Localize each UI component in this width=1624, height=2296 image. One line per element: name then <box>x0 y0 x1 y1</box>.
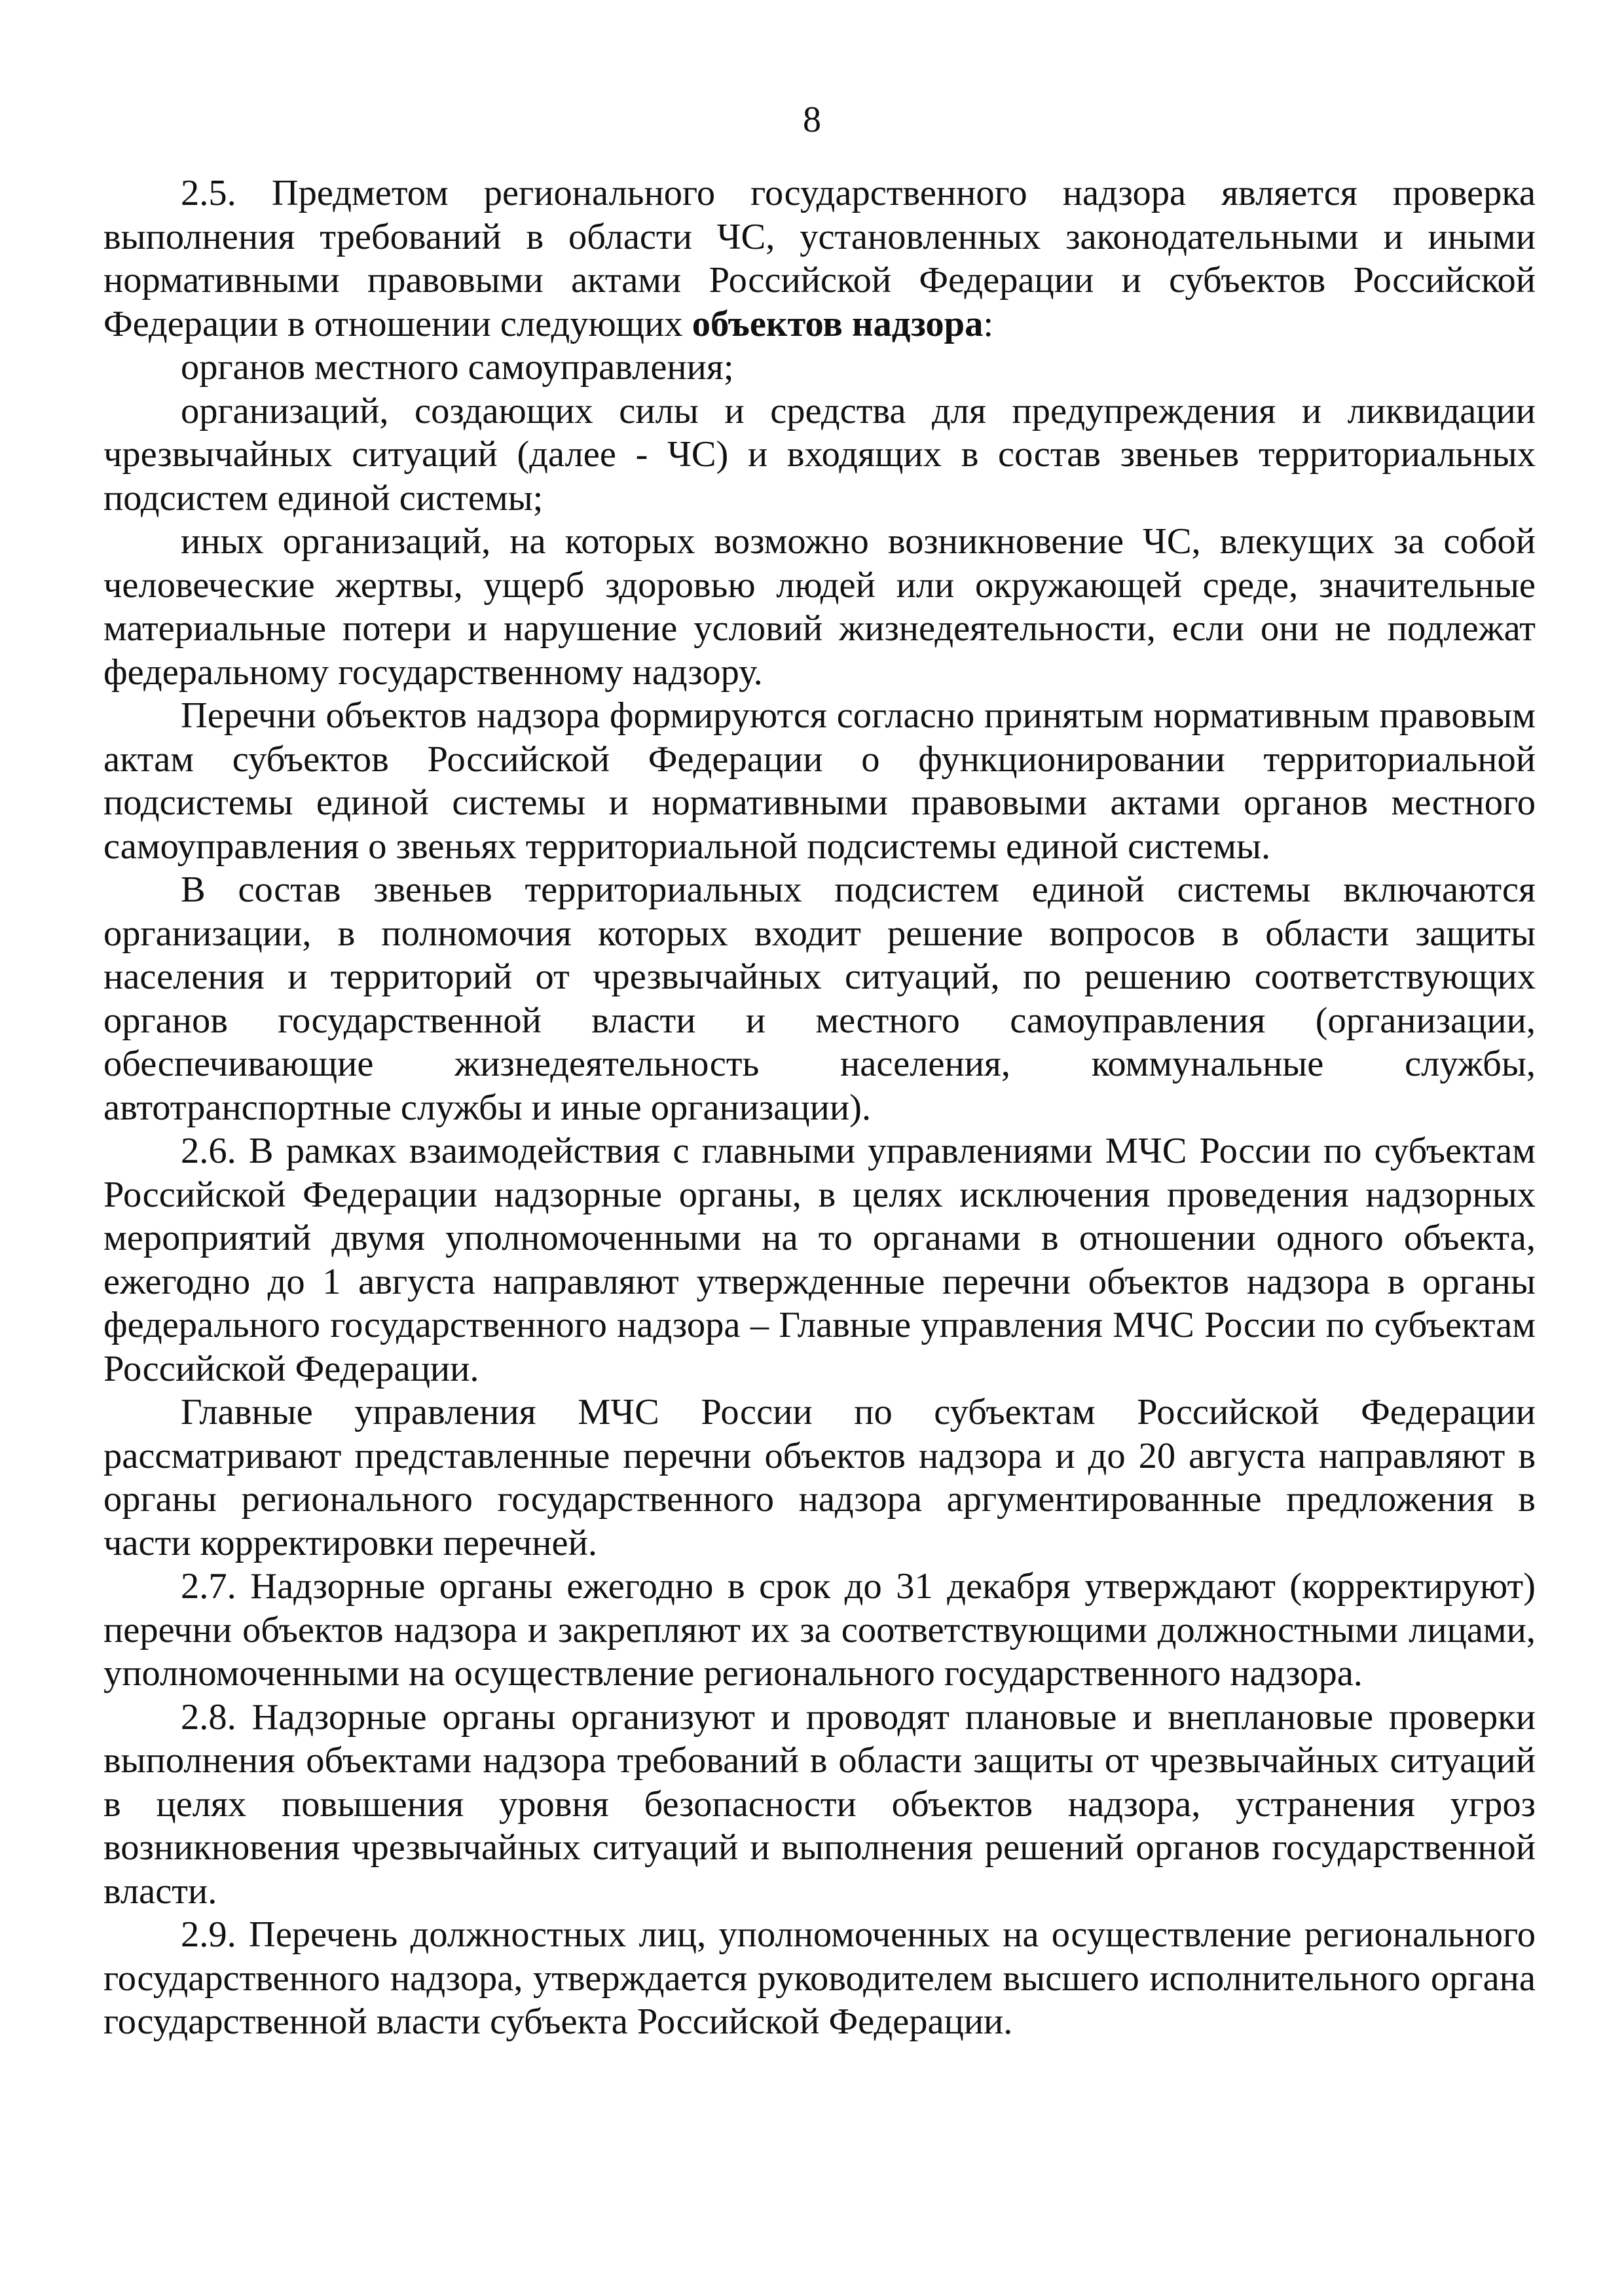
paragraph-2-5-bold-term: объектов надзора <box>692 303 984 344</box>
list-item-organizations-forces: организаций, создающих силы и средства для предупреждения и ликвидации чрезвычайных ситуаций (далее - ЧС) и входящих в состав звеньев территориальных подсистем единой системы; <box>103 390 1536 519</box>
paragraph-2-5-intro-colon: : <box>983 303 994 344</box>
list-item-other-organizations: иных организаций, на которых возможно возникновение ЧС, влекущих за собой человеческие жертвы, ущерб здоровью людей или окружающей среде, значительные материальные потери и нарушение условий жизнедеятельности, если они не подлежат федеральному государственному надзору. <box>103 521 1536 693</box>
paragraph-2-7: 2.7. Надзорные органы ежегодно в срок до 31 декабря утверждают (корректируют) перечни объектов надзора и закрепляют их за соответствующими должностными лицами, уполномоченными на осуществление регионального государственного надзора. <box>103 1566 1536 1694</box>
document-body <box>103 172 1536 2044</box>
paragraph-2-8: 2.8. Надзорные органы организуют и проводят плановые и внеплановые проверки выполнения объектами надзора требований в области защиты от чрезвычайных ситуаций в целях повышения уровня безопасности объектов надзора, устранения угроз возникновения чрезвычайных ситуаций и выполнения решений органов государственной власти. <box>103 1696 1536 1912</box>
page-number: 8 <box>803 100 821 140</box>
list-item-local-government: органов местного самоуправления; <box>181 347 734 388</box>
paragraph-2-5-intro <box>103 172 1536 346</box>
paragraph-2-6: 2.6. В рамках взаимодействия с главными управлениями МЧС России по субъектам Российской Федерации надзорные органы, в целях исключения проведения надзорных мероприятий двумя уполномоченными на то органами в отношении одного объекта, ежегодно до 1 августа направляют утвержденные перечни объектов надзора в органы федерального государственного надзора – Главные управления МЧС России по субъектам Российской Федерации. <box>103 1131 1536 1389</box>
paragraph-2-6-review: Главные управления МЧС России по субъектам Российской Федерации рассматривают представленные перечни объектов надзора и до 20 августа направляют в органы регионального государственного надзора аргументированные предложения в части корректировки перечней. <box>103 1392 1536 1563</box>
paragraph-2-9: 2.9. Перечень должностных лиц, уполномоченных на осуществление регионального государственного надзора, утверждается руководителем высшего исполнительного органа государственной власти субъекта Российской Федерации. <box>103 1914 1536 2042</box>
paragraph-lists-formation: Перечни объектов надзора формируются согласно принятым нормативным правовым актам субъектов Российской Федерации о функционировании территориальной подсистемы единой системы и нормативными правовыми актами органов местного самоуправления о звеньях территориальной подсистемы единой системы. <box>103 695 1536 867</box>
paragraph-2-5-intro-text: 2.5. Предметом регионального государственного надзора является проверка выполнения требований в области ЧС, установленных законодательными и иными нормативными правовыми актами Российской Федерации и субъектов Российской Федерации в отношении следующих <box>103 173 1536 344</box>
paragraph-composition: В состав звеньев территориальных подсистем единой системы включаются организации, в полномочия которых входит решение вопросов в области защиты населения и территорий от чрезвычайных ситуаций, по решению соответствующих органов государственной власти и местного самоуправления (организации, обеспечивающие жизнедеятельность населения, коммунальные службы, автотранспортные службы и иные организации). <box>103 869 1536 1128</box>
